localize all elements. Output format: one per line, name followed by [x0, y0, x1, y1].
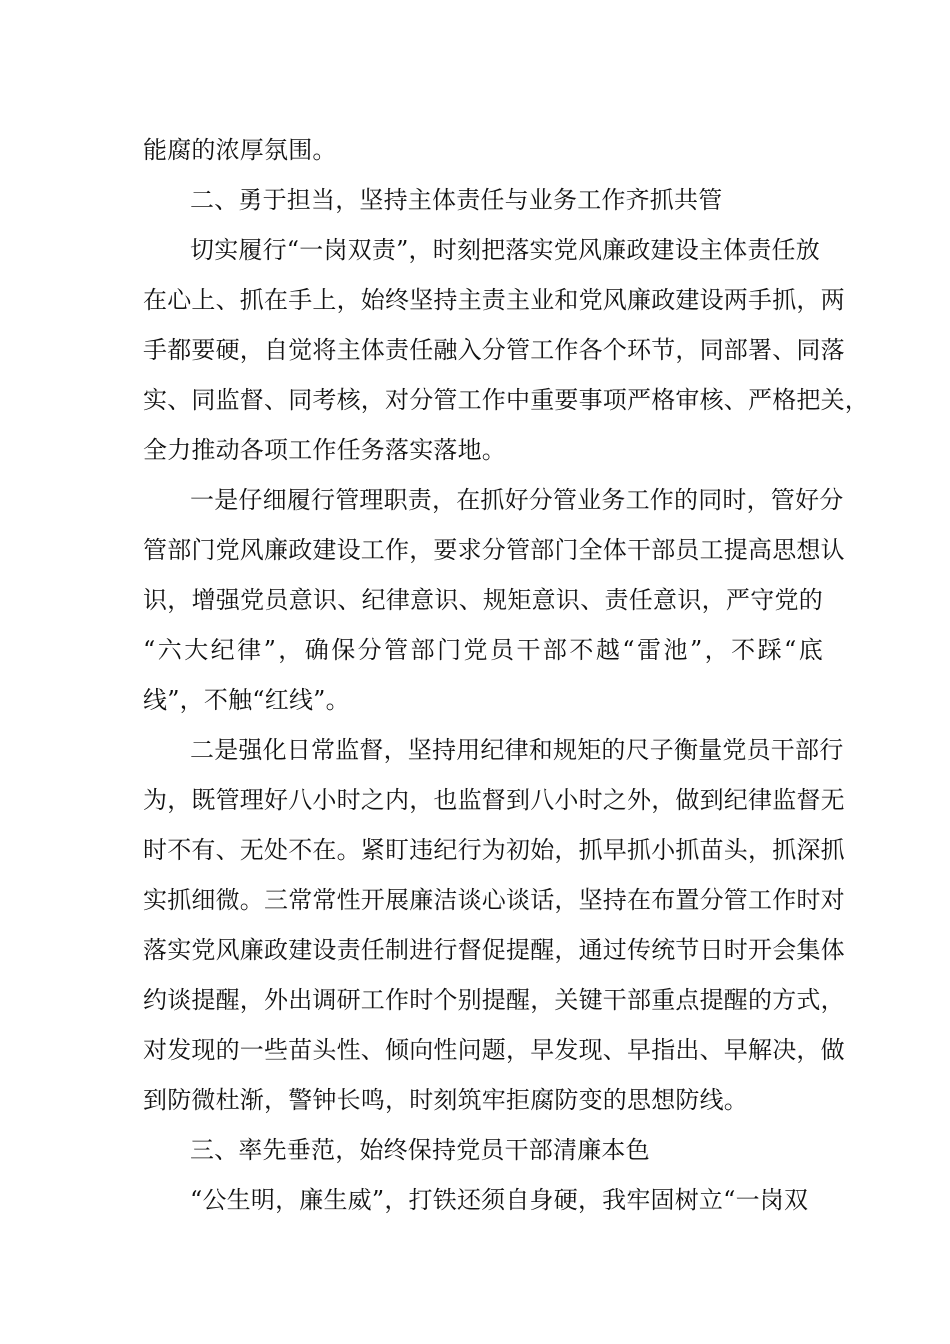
- body-text-line: 能腐的浓厚氛围。: [143, 136, 337, 164]
- body-text-line: 落实党风廉政建设责任制进行督促提醒，通过传统节日时开会集体: [143, 936, 845, 964]
- body-text-line: 全力推动各项工作任务落实落地。: [143, 436, 506, 464]
- body-text-line: 约谈提醒，外出调研工作时个别提醒，关键干部重点提醒的方式，: [143, 986, 845, 1014]
- body-text-line: 切实履行“一岗双责”，时刻把落实党风廉政建设主体责任放: [190, 236, 820, 264]
- body-text-line: 线”，不触“红线”。: [143, 686, 350, 714]
- body-text-line: 二是强化日常监督，坚持用纪律和规矩的尺子衡量党员干部行: [190, 736, 844, 764]
- body-text-line: “六大纪律”，确保分管部门党员干部不越“雷池”，不踩“底: [143, 636, 823, 664]
- body-text-line: 时不有、无处不在。紧盯违纪行为初始，抓早抓小抓苗头，抓深抓: [143, 836, 845, 864]
- body-text-line: 对发现的一些苗头性、倾向性问题，早发现、早指出、早解决，做: [143, 1036, 845, 1064]
- body-text-line: 识，增强党员意识、纪律意识、规矩意识、责任意识，严守党的: [143, 586, 823, 614]
- section-heading: 二、勇于担当，坚持主体责任与业务工作齐抓共管: [190, 186, 723, 214]
- body-text-line: 为，既管理好八小时之内，也监督到八小时之外，做到纪律监督无: [143, 786, 845, 814]
- body-text-line: 实、同监督、同考核，对分管工作中重要事项严格审核、严格把关，: [143, 386, 869, 414]
- body-text-line: “公生明，廉生威”，打铁还须自身硬，我牢固树立“一岗双: [190, 1186, 809, 1214]
- body-text-line: 在心上、抓在手上，始终坚持主责主业和党风廉政建设两手抓，两: [143, 286, 845, 314]
- body-text-line: 实抓细微。三常常性开展廉洁谈心谈话，坚持在布置分管工作时对: [143, 886, 845, 914]
- body-text-line: 手都要硬，自觉将主体责任融入分管工作各个环节，同部署、同落: [143, 336, 845, 364]
- section-heading: 三、率先垂范，始终保持党员干部清廉本色: [190, 1136, 650, 1164]
- body-text-line: 一是仔细履行管理职责，在抓好分管业务工作的同时，管好分: [190, 486, 844, 514]
- body-text-line: 管部门党风廉政建设工作，要求分管部门全体干部员工提高思想认: [143, 536, 845, 564]
- body-text-line: 到防微杜渐，警钟长鸣，时刻筑牢拒腐防变的思想防线。: [143, 1086, 748, 1114]
